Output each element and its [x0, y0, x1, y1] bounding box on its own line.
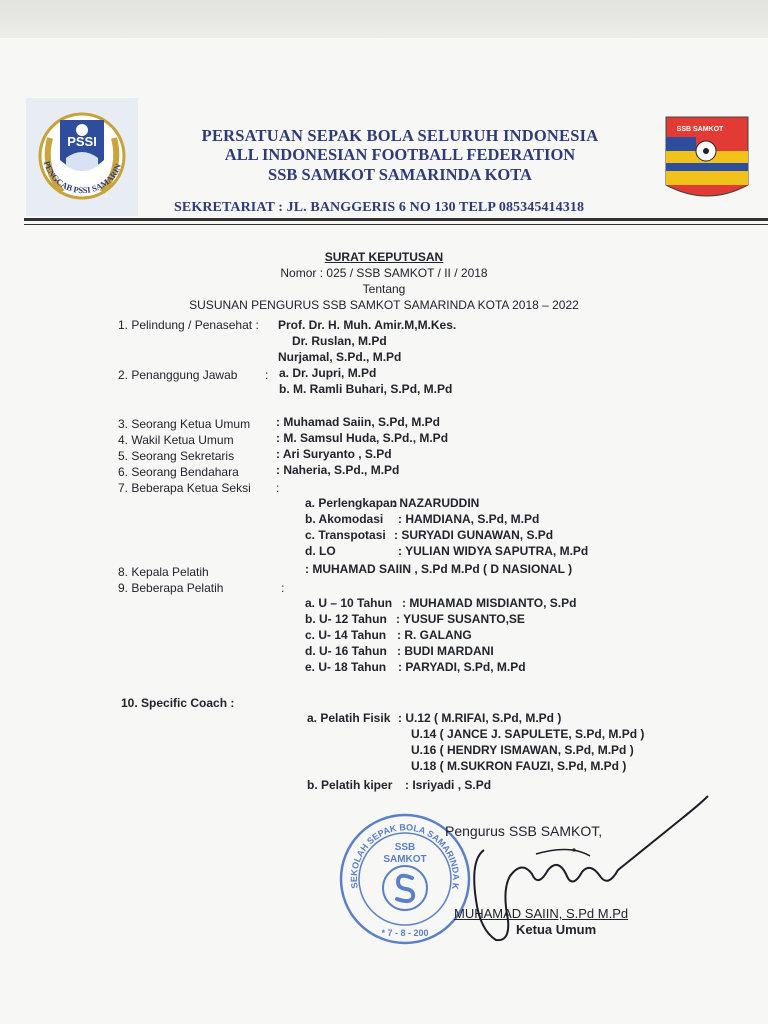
row10a-value-3: U.16 ( HENDRY ISMAWAN, S.Pd, M.Pd ): [411, 743, 634, 757]
row7b-key: b. Akomodasi: [305, 512, 384, 526]
decree-number: Nomor : 025 / SSB SAMKOT / II / 2018: [280, 266, 488, 280]
row2-value-1: a. Dr. Jupri, M.Pd: [279, 366, 377, 380]
header-rule-thick: [24, 218, 768, 221]
row10b-key: b. Pelatih kiper: [307, 778, 393, 792]
row9d-value: : BUDI MARDANI: [397, 644, 494, 658]
row3-label: 3. Seorang Ketua Umum: [118, 417, 251, 431]
row9d-key: d. U- 16 Tahun: [305, 644, 387, 658]
header-sekretariat: SEKRETARIAT : JL. BANGGERIS 6 NO 130 TELP 085345414318: [174, 200, 585, 215]
stamp-date-text: * 7 - 8 - 200: [381, 928, 429, 938]
row7a-key: a. Perlengkapan: [305, 496, 398, 510]
row1-value-3: Nurjamal, S.Pd., M.Pd: [278, 350, 402, 364]
row9c-value: : R. GALANG: [397, 628, 472, 642]
stamp-top-text: SSB: [394, 842, 416, 853]
signature-org: Pengurus SSB SAMKOT,: [445, 823, 603, 839]
row4-label: 4. Wakil Ketua Umum: [118, 433, 234, 447]
row7b-value: : HAMDIANA, S.Pd, M.Pd: [398, 512, 540, 526]
decree-subject: SUSUNAN PENGURUS SSB SAMKOT SAMARINDA KOTA 2018 – 2022: [189, 298, 579, 312]
decree-tentang: Tentang: [362, 282, 406, 296]
row7d-value: : YULIAN WIDYA SAPUTRA, M.Pd: [398, 544, 589, 558]
row6-label: 6. Seorang Bendahara: [118, 465, 239, 479]
row10a-value-1: : U.12 ( M.RIFAI, S.Pd, M.Pd ): [398, 711, 562, 725]
scan-top-edge: [0, 0, 768, 38]
row7a-value: : NAZARUDDIN: [392, 496, 480, 510]
signature-role: Ketua Umum: [516, 922, 597, 937]
row3-value: : Muhamad Saiin, S.Pd, M.Pd: [276, 415, 441, 429]
header-line-3: SSB SAMKOT SAMARINDA KOTA: [268, 165, 532, 184]
row9e-value: : PARYADI, S.Pd, M.Pd: [398, 660, 526, 674]
row9-colon: :: [281, 581, 285, 595]
ssb-samkot-logo-text: SSB SAMKOT: [676, 126, 724, 133]
row7-label: 7. Beberapa Ketua Seksi: [118, 481, 251, 495]
ssb-samkot-logo: [664, 115, 750, 207]
row9c-key: c. U- 14 Tahun: [305, 628, 387, 642]
header-line-2: ALL INDONESIAN FOOTBALL FEDERATION: [224, 145, 576, 164]
row10a-value-4: U.18 ( M.SUKRON FAUZI, S.Pd, M.Pd ): [411, 759, 627, 773]
header-line-1: PERSATUAN SEPAK BOLA SELURUH INDONESIA: [201, 126, 599, 145]
row8-label: 8. Kepala Pelatih: [118, 565, 209, 579]
pssi-logo-text: PSSI: [67, 134, 97, 149]
header-rule-thin: [24, 224, 768, 225]
row10b-value: : Isriyadi , S.Pd: [405, 778, 492, 792]
row8-value: : MUHAMAD SAIIN , S.Pd M.Pd ( D NASIONAL ): [305, 562, 573, 576]
row7d-key: d. LO: [305, 544, 336, 558]
row1-value-1: Prof. Dr. H. Muh. Amir.M,M.Kes.: [278, 318, 457, 332]
row9b-value: : YUSUF SUSANTO,SE: [396, 612, 525, 626]
row4-value: : M. Samsul Huda, S.Pd., M.Pd: [276, 431, 449, 445]
row7c-value: : SURYADI GUNAWAN, S.Pd: [394, 528, 554, 542]
row2-colon: :: [265, 368, 269, 382]
row9b-key: b. U- 12 Tahun: [305, 612, 387, 626]
row6-value: : Naheria, S.Pd., M.Pd: [276, 463, 400, 477]
pssi-logo: [26, 98, 138, 216]
row5-label: 5. Seorang Sekretaris: [118, 449, 235, 463]
row2-value-2: b. M. Ramli Buhari, S.Pd, M.Pd: [279, 382, 453, 396]
row1-value-2: Dr. Ruslan, M.Pd: [292, 334, 387, 348]
stamp-mid-text: SAMKOT: [383, 854, 427, 865]
signature-name: MUHAMAD SAIIN, S.Pd M.Pd: [454, 906, 629, 921]
row10-label: 10. Specific Coach :: [121, 696, 235, 710]
row7-colon: :: [276, 481, 280, 495]
row10a-key: a. Pelatih Fisik: [307, 711, 391, 725]
row9a-key: a. U – 10 Tahun: [305, 596, 393, 610]
row9-label: 9. Beberapa Pelatih: [118, 581, 224, 595]
row7c-key: c. Transpotasi: [305, 528, 386, 542]
pssi-logo-ring-text: PENGCAB PSSI SAMARIN: [41, 159, 124, 196]
decree-title: SURAT KEPUTUSAN: [324, 250, 444, 264]
row10a-value-2: U.14 ( JANCE J. SAPULETE, S.Pd, M.Pd ): [411, 727, 645, 741]
row1-label: 1. Pelindung / Penasehat :: [118, 318, 259, 332]
stamp-ring-text: SEKOLAH SEPAK BOLA SAMARINDA K: [348, 822, 462, 891]
row2-label: 2. Penanggung Jawab: [118, 368, 238, 382]
row9e-key: e. U- 18 Tahun: [305, 660, 387, 674]
row5-value: : Ari Suryanto , S.Pd: [276, 447, 392, 461]
row9a-value: : MUHAMAD MISDIANTO, S.Pd: [402, 596, 577, 610]
